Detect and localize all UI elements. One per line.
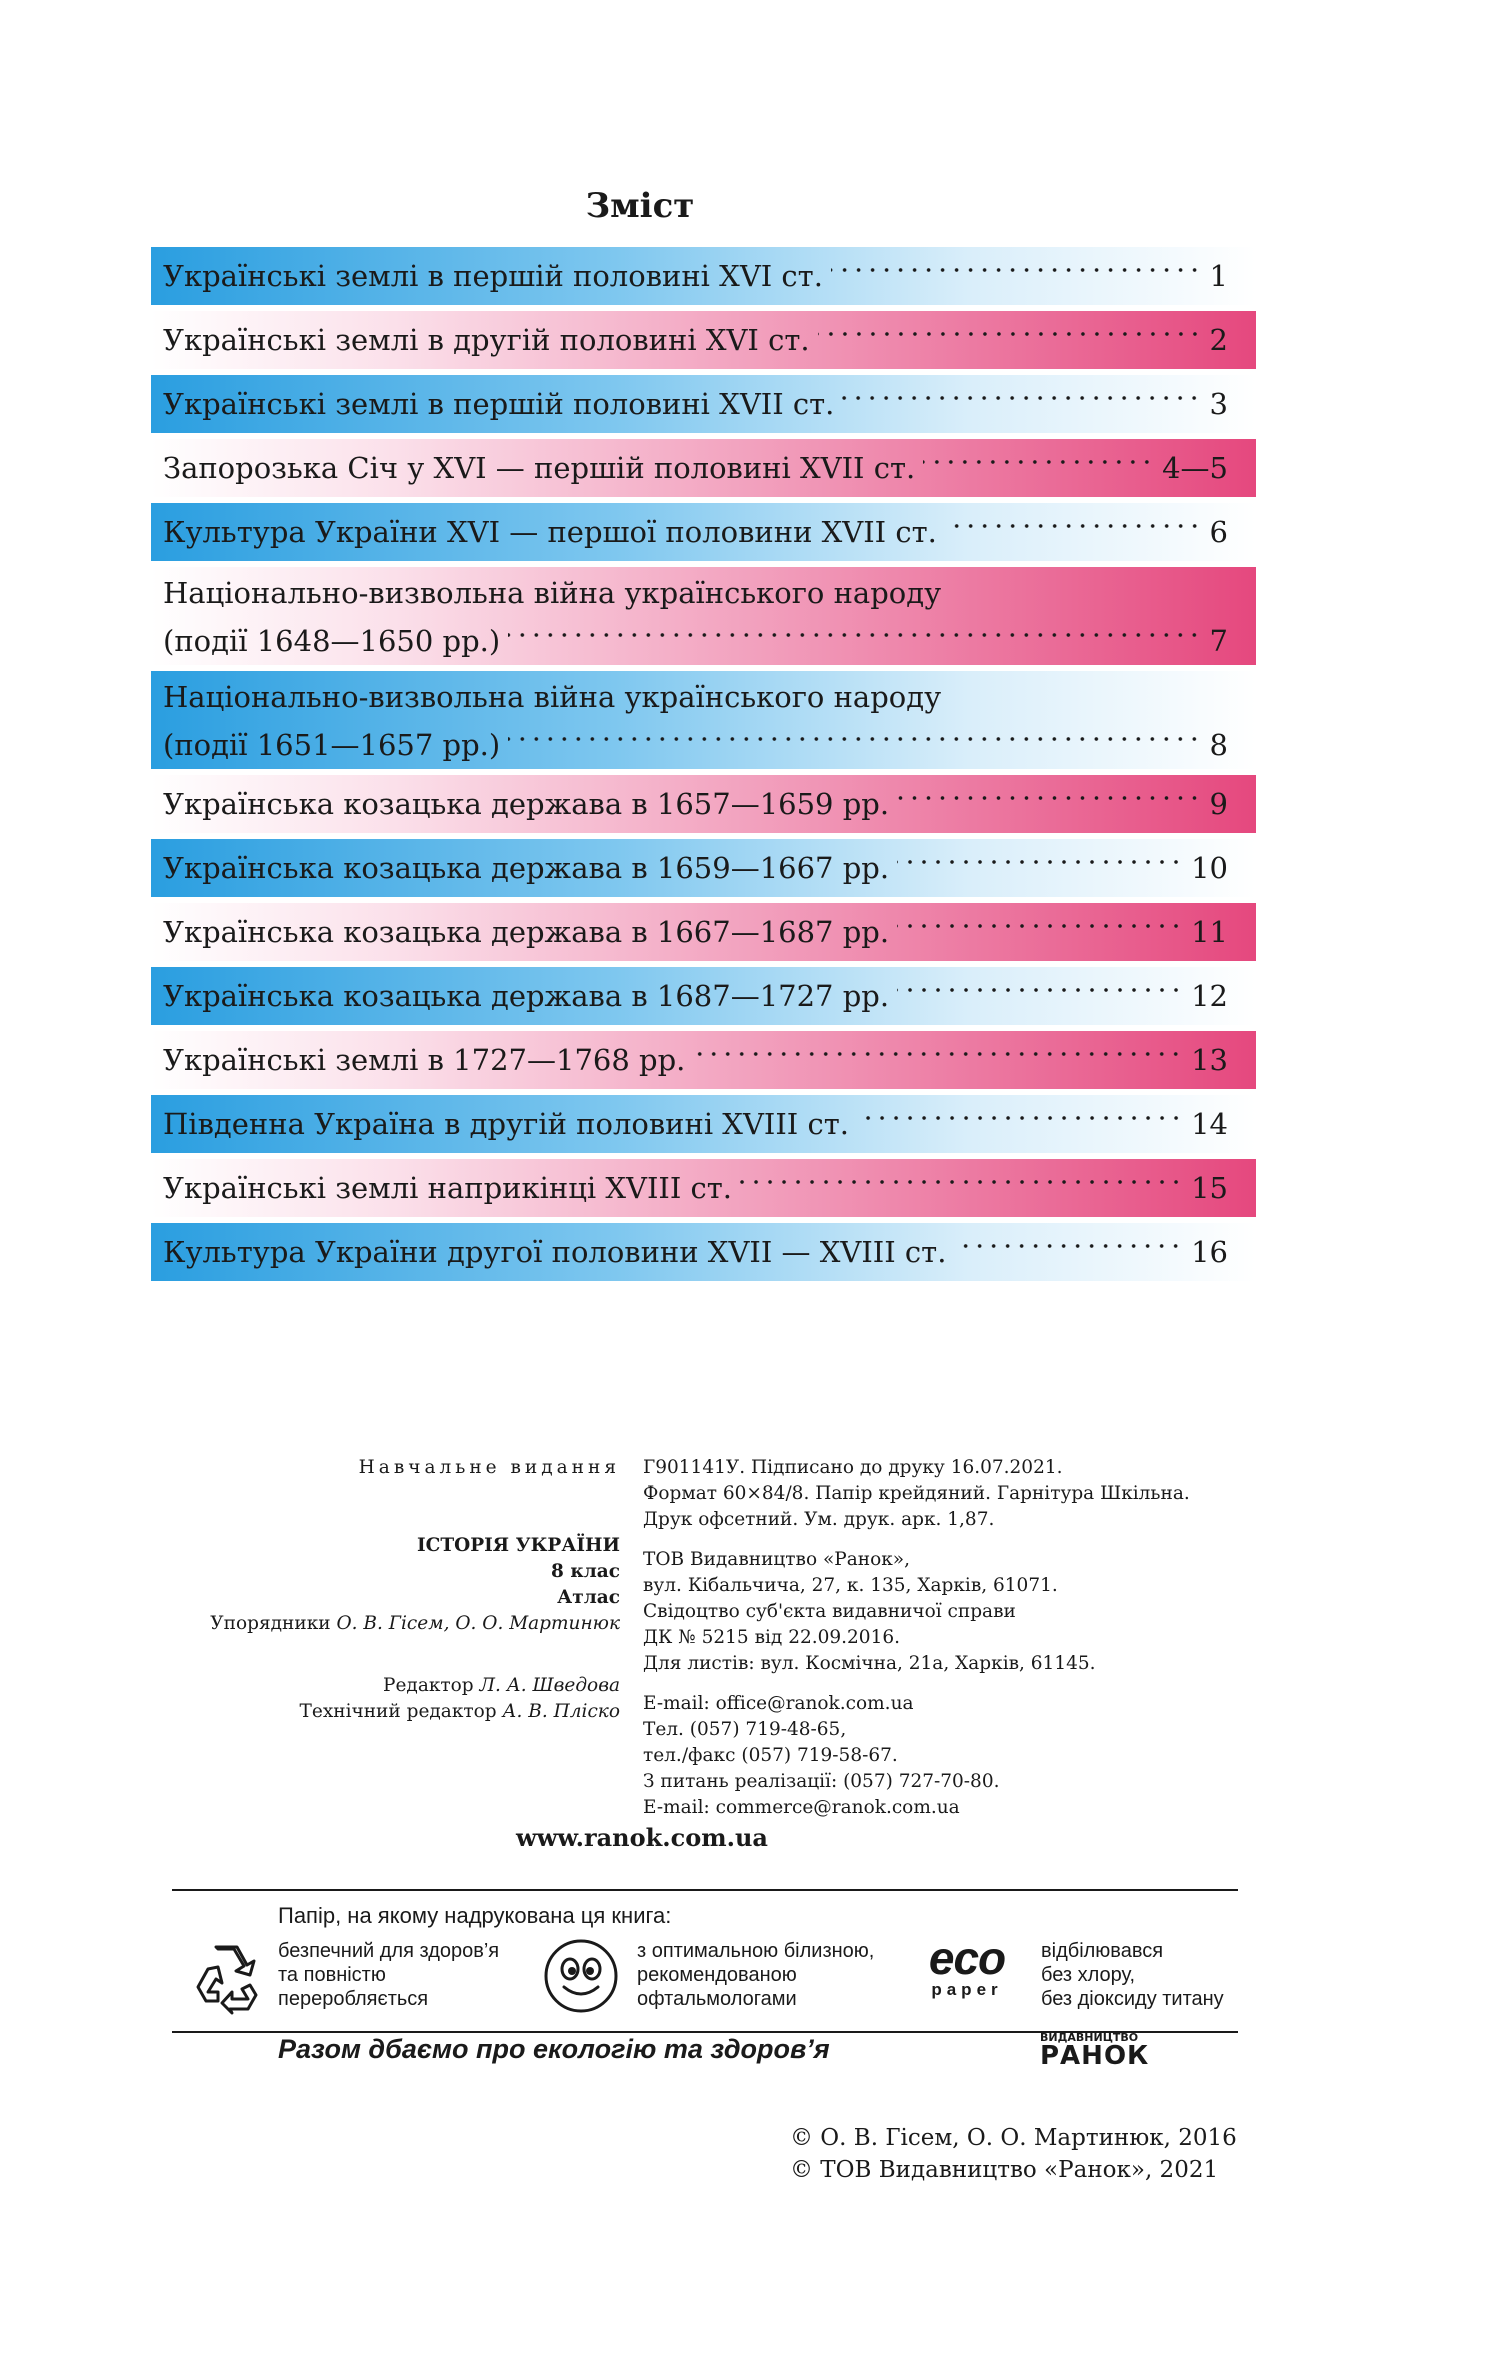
eco-item-line: без діоксиду титану [1041, 1988, 1224, 2010]
toc-page-number: 4—5 [1162, 451, 1228, 485]
toc-entry-label: Українська козацька держава в 1687—1727 рр. [163, 979, 890, 1013]
eco-paper-logo-icon [907, 1932, 1027, 1999]
eco-slogan: Разом дбаємо про екологію та здоров’я [278, 2034, 830, 2064]
leader-dots [831, 267, 1202, 273]
publisher-logo [1040, 2032, 1149, 2069]
eco-item-line: та повністю [278, 1964, 386, 1986]
imprint-line: З питань реалізації: (057) 727-70-80. [643, 1771, 1000, 1792]
eco-item-line: з оптимальною білизною, [637, 1940, 875, 1962]
toc-entry-label: Південна Україна в другій половині XVIII ст. [163, 1107, 849, 1141]
leader-dots [897, 795, 1201, 801]
book-title: ІСТОРІЯ УКРАЇНИ [416, 1535, 620, 1556]
imprint-line: Для листів: вул. Космічна, 21а, Харків, 61145. [643, 1653, 1096, 1674]
toc-row[interactable] [151, 439, 1256, 497]
toc-page-number: 12 [1191, 979, 1228, 1013]
toc-page-number: 8 [1209, 728, 1228, 762]
eco-item-line: безпечний для здоров’я [278, 1940, 500, 1962]
table-of-contents [151, 247, 1256, 1287]
recycle-icon [188, 1939, 264, 2015]
toc-row[interactable] [151, 247, 1256, 305]
toc-entry-label-line1: Національно-визвольна війна українського народу [163, 576, 942, 610]
imprint-right [643, 1455, 1243, 1821]
imprint-left [140, 1455, 620, 1725]
leader-dots [897, 987, 1183, 993]
copyright-block [790, 2122, 1237, 2186]
toc-title: Зміст [585, 186, 695, 226]
toc-entry-label: Українська козацька держава в 1659—1667 рр. [163, 851, 890, 885]
toc-row[interactable] [151, 967, 1256, 1025]
imprint-line: вул. Кібальчича, 27, к. 135, Харків, 61071. [643, 1575, 1058, 1596]
paper-logo-text: paper [931, 1980, 1003, 1999]
eco-item-line: відбілювався [1041, 1940, 1164, 1962]
book-grade: 8 клас [551, 1561, 620, 1582]
imprint-line: тел./факс (057) 719-58-67. [643, 1745, 898, 1766]
toc-row[interactable] [151, 839, 1256, 897]
eco-item-line: без хлору, [1041, 1964, 1136, 1986]
eco-item-whiteness [637, 1939, 874, 2011]
leader-dots [508, 736, 1201, 742]
toc-page-number: 14 [1191, 1107, 1228, 1141]
book-kind: Атлас [557, 1587, 620, 1608]
toc-page-number: 3 [1209, 387, 1228, 421]
imprint-line: ТОВ Видавництво «Ранок», [643, 1549, 910, 1570]
toc-page-number: 6 [1209, 515, 1228, 549]
edition-type: Навчальне видання [358, 1457, 620, 1478]
toc-row[interactable] [151, 1095, 1256, 1153]
leader-dots [842, 395, 1201, 401]
eco-item-line: офтальмологами [637, 1988, 797, 2010]
toc-page-number: 2 [1209, 323, 1228, 357]
toc-entry-label: (події 1648—1650 рр.) [163, 624, 501, 658]
publisher-logo-big: РАНОК [1040, 2041, 1150, 2071]
toc-row[interactable] [151, 1159, 1256, 1217]
leader-dots [818, 331, 1202, 337]
eco-item-bleaching [1041, 1939, 1224, 2011]
toc-entry-label: Культура України XVI — першої половини XVII ст. [163, 515, 937, 549]
toc-entry-label: Українські землі наприкінці XVIII ст. [163, 1171, 733, 1205]
compilers-line [140, 1611, 620, 1637]
publisher-logo-small: ВИДАВНИЦТВО [1040, 2031, 1139, 2044]
toc-row[interactable] [151, 311, 1256, 369]
eco-item-line: рекомендованою [637, 1964, 797, 1986]
toc-page-number: 15 [1191, 1171, 1228, 1205]
compilers-names: О. В. Гісем, О. О. Мартинюк [336, 1613, 620, 1634]
leader-dots [923, 459, 1154, 465]
leader-dots [897, 923, 1183, 929]
email-office[interactable]: E-mail: office@ranok.com.ua [643, 1693, 914, 1714]
smiley-face-icon [542, 1937, 620, 2015]
leader-dots [740, 1179, 1183, 1185]
toc-page-number: 13 [1191, 1043, 1228, 1077]
toc-entry-label: Запорозька Січ у XVI — першій половині XVII ст. [163, 451, 916, 485]
eco-info-box [172, 1889, 1238, 2033]
toc-entry-label-line1: Національно-визвольна війна українського народу [163, 680, 942, 714]
toc-entry-label: Українські землі в першій половині XVI ст. [163, 259, 823, 293]
toc-row[interactable] [151, 1223, 1256, 1281]
leader-dots [857, 1115, 1183, 1121]
toc-page-number: 16 [1191, 1235, 1228, 1269]
tech-editor-label: Технічний редактор [299, 1701, 497, 1722]
eco-logo-text: eco [928, 1932, 1006, 1984]
toc-entry-label: Українські землі в другій половині XVI ст. [163, 323, 810, 357]
copyright-line: © ТОВ Видавництво «Ранок», 2021 [790, 2157, 1219, 2183]
toc-page-number: 10 [1191, 851, 1228, 885]
imprint-line: Тел. (057) 719-48-65, [643, 1719, 847, 1740]
leader-dots [508, 632, 1201, 638]
leader-dots [954, 1243, 1183, 1249]
eco-item-line: переробляється [278, 1988, 429, 2010]
toc-entry-label: Українські землі в 1727—1768 рр. [163, 1043, 686, 1077]
editor-line [140, 1673, 620, 1699]
toc-row[interactable] [151, 671, 1256, 769]
toc-page-number: 7 [1209, 624, 1228, 658]
tech-editor-name: А. В. Пліско [502, 1701, 620, 1722]
compilers-label: Упорядники [210, 1613, 331, 1634]
copyright-line: © О. В. Гісем, О. О. Мартинюк, 2016 [790, 2125, 1237, 2151]
toc-entry-label: (події 1651—1657 рр.) [163, 728, 501, 762]
toc-row[interactable] [151, 775, 1256, 833]
toc-page-number: 9 [1209, 787, 1228, 821]
toc-row[interactable] [151, 567, 1256, 665]
leader-dots [693, 1051, 1183, 1057]
website-link[interactable]: www.ranok.com.ua [516, 1823, 768, 1852]
eco-item-safe [278, 1939, 499, 2011]
toc-page-number: 1 [1209, 259, 1228, 293]
imprint-line: Г901141У. Підписано до друку 16.07.2021. [643, 1457, 1063, 1478]
toc-row[interactable] [151, 375, 1256, 433]
leader-dots [945, 523, 1202, 529]
eco-heading: Папір, на якому надрукована ця книга: [278, 1903, 672, 1928]
tech-editor-line [140, 1699, 620, 1725]
toc-entry-label: Українські землі в першій половині XVII ст. [163, 387, 835, 421]
email-commerce[interactable]: E-mail: commerce@ranok.com.ua [643, 1797, 960, 1818]
toc-entry-label: Українська козацька держава в 1657—1659 рр. [163, 787, 890, 821]
toc-entry-label: Культура України другої половини XVII — XVIII ст. [163, 1235, 947, 1269]
leader-dots [897, 859, 1183, 865]
toc-row[interactable] [151, 503, 1256, 561]
toc-row[interactable] [151, 1031, 1256, 1089]
editor-label: Редактор [383, 1675, 474, 1696]
toc-page-number: 11 [1191, 915, 1228, 949]
editor-name: Л. А. Шведова [479, 1675, 620, 1696]
imprint-line: Друк офсетний. Ум. друк. арк. 1,87. [643, 1509, 995, 1530]
toc-row[interactable] [151, 903, 1256, 961]
imprint-line: ДК № 5215 від 22.09.2016. [643, 1627, 900, 1648]
toc-entry-label: Українська козацька держава в 1667—1687 рр. [163, 915, 890, 949]
imprint-line: Свідоцтво суб'єкта видавничої справи [643, 1601, 1016, 1622]
imprint-line: Формат 60×84/8. Папір крейдяний. Гарнітура Шкільна. [643, 1483, 1190, 1504]
